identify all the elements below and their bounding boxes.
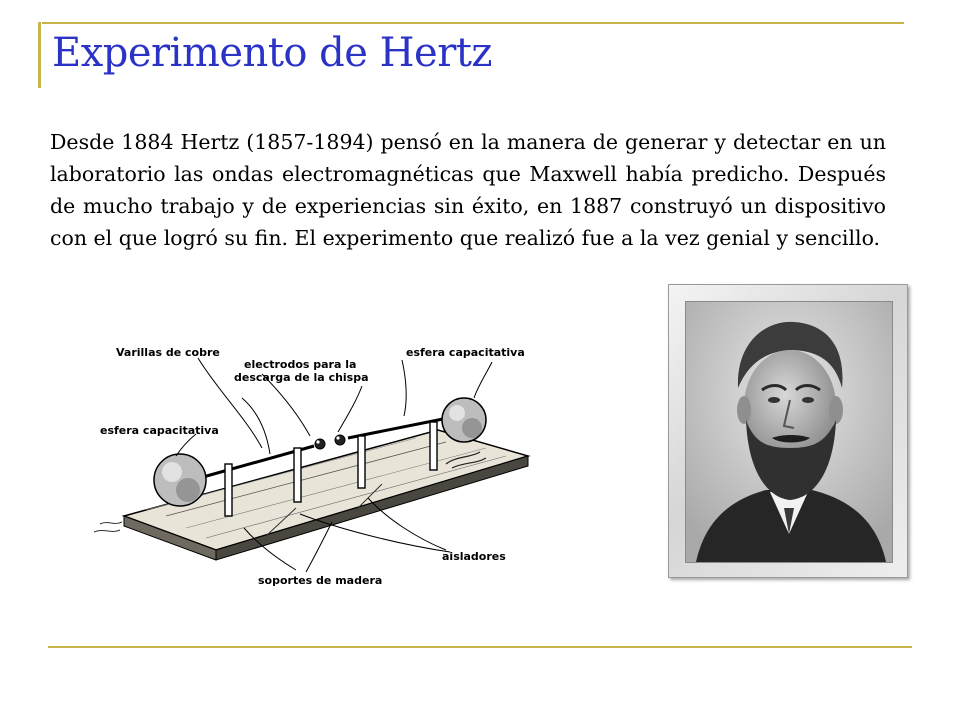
portrait-frame [668, 284, 908, 578]
left-rule [38, 22, 41, 88]
label-aisladores: aisladores [442, 550, 506, 563]
spark-electrodes [315, 435, 345, 449]
top-rule [42, 22, 904, 24]
label-soportes: soportes de madera [258, 574, 383, 587]
capacitive-sphere-right [442, 398, 486, 442]
label-varillas: Varillas de cobre [116, 346, 220, 359]
label-esfera-left: esfera capacitativa [100, 424, 219, 437]
body-paragraph: Desde 1884 Hertz (1857-1894) pensó en la manera de generar y detectar en un laboratorio las ondas electromagnéticas que Maxwell había predicho. Después de mucho trabajo y de experiencias sin éxito, en 1887 construyó un dispositivo con el que logró su fin. El experimento que realizó fue a la vez genial y sencillo. [50, 130, 886, 250]
label-electrodos-2: descarga de la chispa [234, 371, 369, 384]
hertz-apparatus-illustration [86, 338, 562, 594]
label-electrodos-1: electrodos para la [244, 358, 357, 371]
hertz-portrait [685, 301, 893, 563]
label-esfera-right: esfera capacitativa [406, 346, 525, 359]
bottom-rule [48, 646, 912, 648]
capacitive-sphere-left [154, 454, 206, 506]
slide-title: Experimento de Hertz [52, 30, 492, 76]
